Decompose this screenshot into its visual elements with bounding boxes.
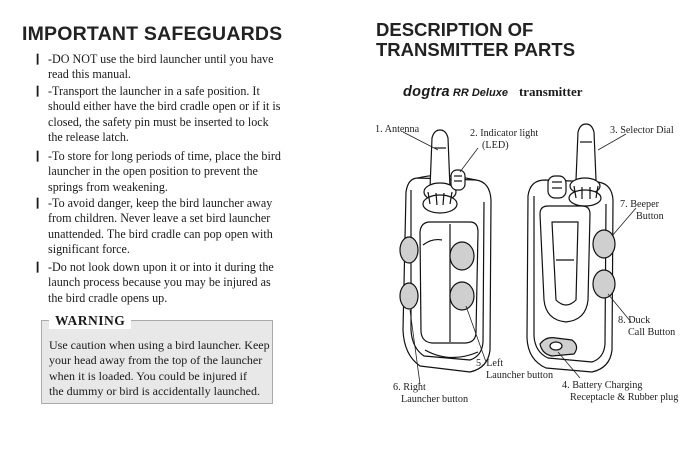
safeguard-line: -DO NOT use the bird launcher until you have [48,52,274,66]
safeguard-line: launcher in the open position to prevent the [48,164,258,179]
safeguard-line: the release latch. [48,130,129,145]
label-right-launcher-button [393,382,468,405]
label-text: Receptacle & Rubber plug [570,391,679,403]
dogtra-logo: dogtra [403,84,450,100]
leader-indicator [460,148,478,172]
warning-line: your head away from the top of the launcher [49,353,263,368]
label-text: 2. Indicator light [470,128,539,139]
beeper-button-icon [593,230,615,258]
label-selector-dial [610,125,674,137]
warning-line: Use caution when using a bird launcher. Keep [49,338,270,352]
label-text: Launcher button [486,369,554,381]
label-duck-call-button [618,315,675,338]
label-indicator-light [470,128,538,151]
label-text: 3. Selector Dial [610,125,674,136]
charging-plug-icon [540,338,577,356]
label-text: 4. Battery Charging [562,380,643,391]
safeguard-line: from children. Never leave a set bird launcher [48,211,271,226]
label-text: 5. Left [476,358,504,369]
parts-heading-line: DESCRIPTION OF [376,19,534,40]
safeguard-line: springs from weakening. [48,179,168,194]
label-beeper-button [620,199,664,222]
label-left-launcher-button [476,358,553,381]
safeguard-line: the bird cradle opens up. [48,290,168,305]
label-antenna [375,124,419,136]
safeguard-line: launch process because you may be injured as [48,275,271,290]
safeguards-heading: IMPORTANT SAFEGUARDS [22,23,283,45]
label-text: 6. Right [393,382,426,393]
indicator-light-icon [451,170,465,190]
selector-dial-icon [548,124,601,206]
label-text: (LED) [482,139,509,151]
label-text: 7. Beeper [620,199,660,210]
bullet-icon: ❙ [33,261,43,273]
safeguard-line: read this manual. [48,67,131,82]
bullet-icon: ❙ [33,150,43,162]
brand-model: RR Deluxe [452,87,508,99]
safeguard-line: unattended. The bird cradle can pop open with [48,226,273,241]
label-battery-charging [562,380,678,403]
label-text: Button [636,210,664,222]
label-text: 1. Antenna [375,124,420,135]
bullet-icon: ❙ [33,197,43,209]
label-text: Call Button [628,326,676,338]
warning-line: when it is loaded. You could be injured if [49,368,247,383]
safeguard-line: -To store for long periods of time, place the bird [48,149,281,163]
antenna-icon [423,130,457,213]
label-text: 8. Duck [618,315,651,326]
label-text: Launcher button [401,393,469,405]
warning-line: the dummy or bird is accidentally launched. [49,384,260,399]
brand-word: transmitter [518,84,583,99]
safeguard-line: -To avoid danger, keep the bird launcher away [48,196,273,210]
safeguard-line: significant force. [48,242,130,257]
bullet-icon: ❙ [33,53,43,65]
duck-call-button-icon [593,270,615,298]
safeguard-line: -Do not look down upon it or into it during the [48,260,274,274]
safeguard-line: closed, the safety pin must be inserted to lock [48,114,269,129]
bullet-icon: ❙ [33,85,43,97]
safeguard-line: should either have the bird cradle open or if it is [48,99,281,114]
parts-heading-line: TRANSMITTER PARTS [376,39,576,60]
warning-title: WARNING [49,313,131,329]
safeguard-line: -Transport the launcher in a safe position. It [48,84,260,98]
